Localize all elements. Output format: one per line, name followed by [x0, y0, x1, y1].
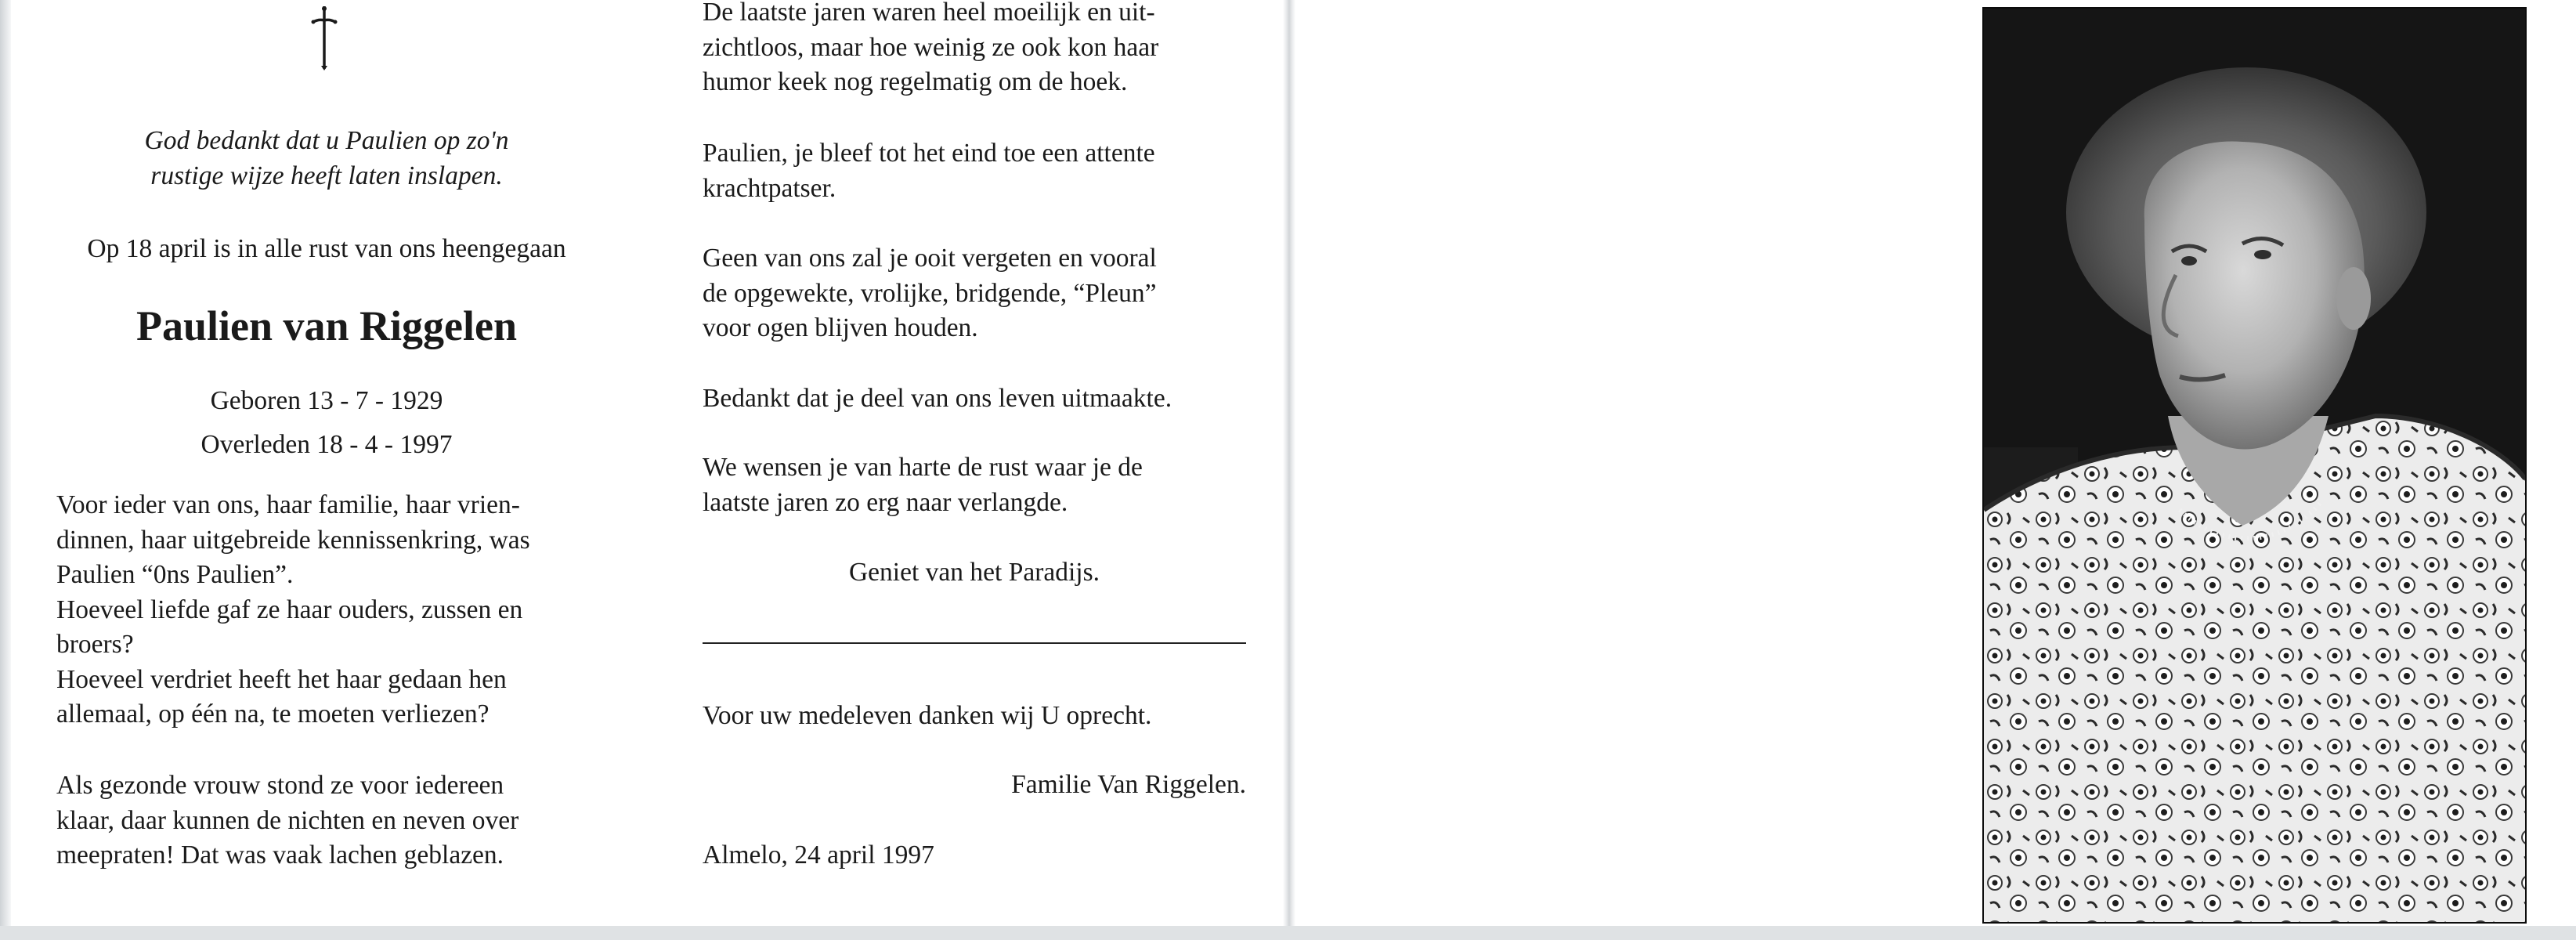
announcement: Op 18 april is in alle rust van ons heengegaan: [87, 234, 566, 263]
text-line: meepraten! Dat was vaak lachen geblazen.: [56, 841, 504, 870]
cross-icon: [309, 5, 340, 70]
divider-line: [703, 642, 1246, 644]
text-line: klaar, daar kunnen de nichten en neven over: [56, 805, 519, 835]
portrait-photo: [1982, 7, 2527, 924]
family-signature: Familie Van Riggelen.: [1011, 770, 1246, 799]
deceased-name: Paulien van Riggelen: [135, 302, 518, 349]
text-line: Hoeveel liefde gaf ze haar ouders, zussen en: [56, 595, 523, 624]
middle-paragraph-5: [703, 450, 1246, 520]
middle-paragraph-4: Bedankt dat je deel van ons leven uitmaakte.: [703, 384, 1172, 413]
text-line: Geen van ons zal je ooit vergeten en vooral: [703, 244, 1157, 273]
text-line: Als gezonde vrouw stond ze voor iedereen: [56, 771, 504, 800]
quote-line: God bedankt dat u Paulien op zo'n: [144, 126, 509, 155]
text-line: Paulien “0ns Paulien”.: [56, 560, 294, 589]
card-fold: [1283, 0, 1295, 926]
card-edge: [0, 0, 11, 926]
place-date: Almelo, 24 april 1997: [703, 841, 934, 870]
text-line: krachtpatser.: [703, 173, 836, 203]
text-line: We wensen je van harte de rust waar je de: [703, 453, 1143, 482]
text-line: Paulien, je bleef tot het eind toe een attente: [703, 139, 1155, 168]
text-line: de opgewekte, vrolijke, bridgende, “Pleun”: [703, 278, 1157, 308]
thanks-line: Voor uw medeleven danken wij U oprecht.: [703, 701, 1152, 730]
text-line: Hoeveel verdriet heeft het haar gedaan hen: [56, 664, 507, 694]
middle-paragraph-1: [703, 0, 1246, 100]
text-line: laatste jaren zo erg naar verlangde.: [703, 487, 1068, 517]
text-line: zichtloos, maar hoe weinig ze ook kon haar: [703, 32, 1159, 62]
text-line: Voor ieder van ons, haar familie, haar vrien-: [56, 490, 520, 519]
scan-bottom-edge: [0, 926, 2576, 940]
quote-line: rustige wijze heeft laten inslapen.: [150, 161, 503, 190]
text-line: De laatste jaren waren heel moeilijk en uit-: [703, 0, 1155, 27]
quote: [56, 124, 597, 193]
left-paragraph-2: [56, 768, 597, 873]
text-line: allemaal, op één na, te moeten verliezen?: [56, 700, 490, 728]
left-paragraph-1: [56, 488, 597, 732]
birth-date: Geboren 13 - 7 - 1929: [210, 386, 443, 415]
middle-paragraph-2: [703, 136, 1246, 206]
portrait-image: [1984, 9, 2525, 922]
text-line: dinnen, haar uitgebreide kennissenkring, was: [56, 525, 530, 555]
text-line: voor ogen blijven houden.: [703, 313, 978, 342]
closing-line: Geniet van het Paradijs.: [848, 558, 1100, 587]
death-date: Overleden 18 - 4 - 1997: [201, 430, 453, 459]
middle-paragraph-3: [703, 241, 1246, 346]
text-line: humor keek nog regelmatig om de hoek.: [703, 67, 1128, 96]
text-line: broers?: [56, 630, 134, 659]
